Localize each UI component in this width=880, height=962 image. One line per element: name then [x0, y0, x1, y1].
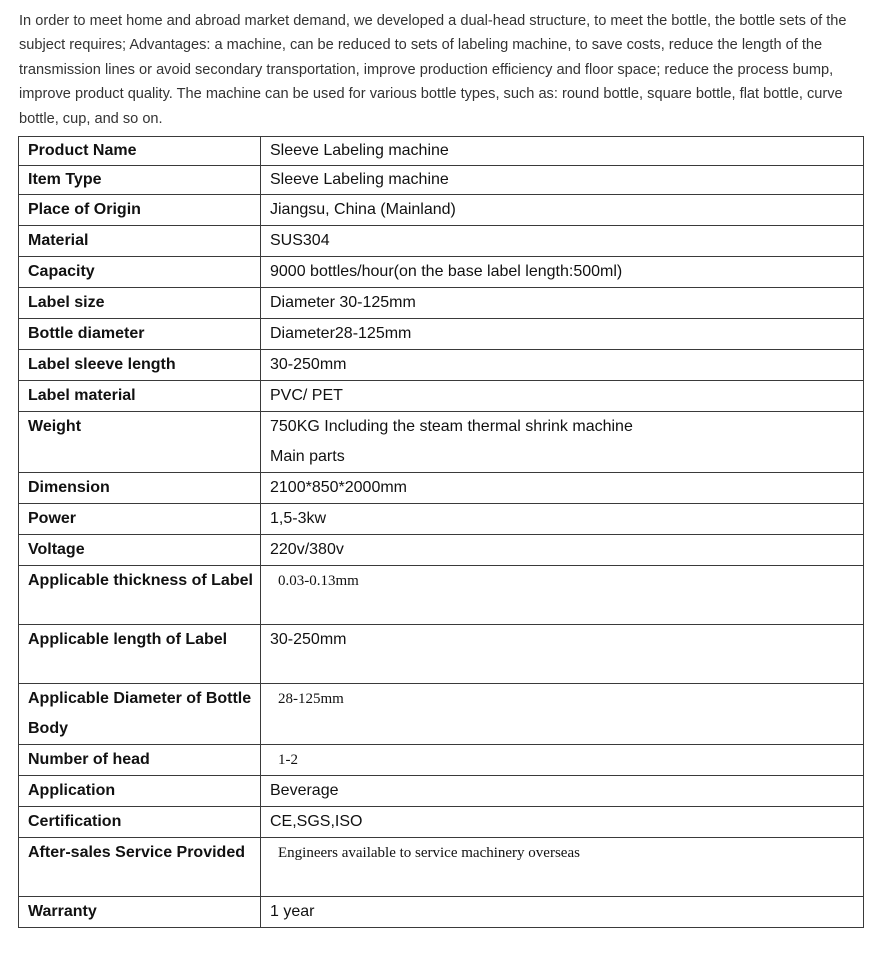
table-row: [19, 838, 864, 897]
spec-value: 9000 bottles/hour(on the base label length:500ml): [261, 257, 864, 288]
spec-value: 2100*850*2000mm: [261, 473, 864, 504]
spec-key: Number of head: [19, 745, 261, 776]
spec-value: [261, 412, 864, 473]
table-row: [19, 226, 864, 257]
table-row: [19, 684, 864, 745]
table-row: [19, 897, 864, 928]
spec-value: Jiangsu, China (Mainland): [261, 195, 864, 226]
spec-value: Diameter 30-125mm: [261, 288, 864, 319]
table-row: [19, 288, 864, 319]
spec-value: 30-250mm: [261, 625, 864, 684]
spec-value: SUS304: [261, 226, 864, 257]
spec-table: [18, 136, 864, 928]
table-row: [19, 625, 864, 684]
spec-key: After-sales Service Provided: [19, 838, 261, 897]
spec-key: Applicable length of Label: [19, 625, 261, 684]
spec-key: Label material: [19, 381, 261, 412]
table-row: [19, 535, 864, 566]
table-row: [19, 350, 864, 381]
spec-key: Product Name: [19, 137, 261, 166]
spec-value: Beverage: [261, 776, 864, 807]
spec-key: Bottle diameter: [19, 319, 261, 350]
table-row: [19, 166, 864, 195]
table-row: [19, 807, 864, 838]
spec-key: Applicable Diameter of Bottle Body: [19, 684, 261, 745]
table-row: [19, 137, 864, 166]
table-row: [19, 566, 864, 625]
spec-value: Sleeve Labeling machine: [261, 137, 864, 166]
spec-value: Engineers available to service machinery overseas: [261, 838, 864, 897]
table-row: [19, 473, 864, 504]
spec-value: Diameter28-125mm: [261, 319, 864, 350]
spec-key: Capacity: [19, 257, 261, 288]
table-row: [19, 257, 864, 288]
spec-value: 1 year: [261, 897, 864, 928]
spec-value: 1-2: [261, 745, 864, 776]
spec-key: Power: [19, 504, 261, 535]
spec-key: Applicable thickness of Label: [19, 566, 261, 625]
table-row: [19, 412, 864, 473]
spec-key: Certification: [19, 807, 261, 838]
spec-key: Material: [19, 226, 261, 257]
spec-key: Weight: [19, 412, 261, 473]
spec-value: CE,SGS,ISO: [261, 807, 864, 838]
spec-key: Label sleeve length: [19, 350, 261, 381]
spec-value: 30-250mm: [261, 350, 864, 381]
table-row: [19, 776, 864, 807]
spec-value: 1,5-3kw: [261, 504, 864, 535]
spec-value: Sleeve Labeling machine: [261, 166, 864, 195]
table-row: [19, 745, 864, 776]
spec-value: 0.03-0.13mm: [261, 566, 864, 625]
table-row: [19, 504, 864, 535]
spec-key: Label size: [19, 288, 261, 319]
intro-paragraph: In order to meet home and abroad market demand, we developed a dual-head structure, to meet the bottle, the bottle sets of the subject requires; Advantages: a machine, can be reduced to sets of labeling machine, to save costs, reduce the length of the transmission lines or avoid secondary transportation, improve production efficiency and floor space; reduce the process bump, improve product quality. The machine can be used for various bottle types, such as: round bottle, square bottle, flat bottle, curve bottle, cup, and so on.: [19, 13, 847, 127]
spec-key: Place of Origin: [19, 195, 261, 226]
spec-key: Voltage: [19, 535, 261, 566]
spec-key: Warranty: [19, 897, 261, 928]
spec-key: Dimension: [19, 473, 261, 504]
table-row: [19, 381, 864, 412]
spec-key: Item Type: [19, 166, 261, 195]
spec-value: 220v/380v: [261, 535, 864, 566]
table-row: [19, 195, 864, 226]
spec-key: Application: [19, 776, 261, 807]
spec-value: PVC/ PET: [261, 381, 864, 412]
spec-value: 28-125mm: [261, 684, 864, 745]
spec-value-line: 750KG Including the steam thermal shrink machine: [270, 418, 633, 435]
table-row: [19, 319, 864, 350]
spec-value-line: Main parts: [270, 448, 345, 465]
